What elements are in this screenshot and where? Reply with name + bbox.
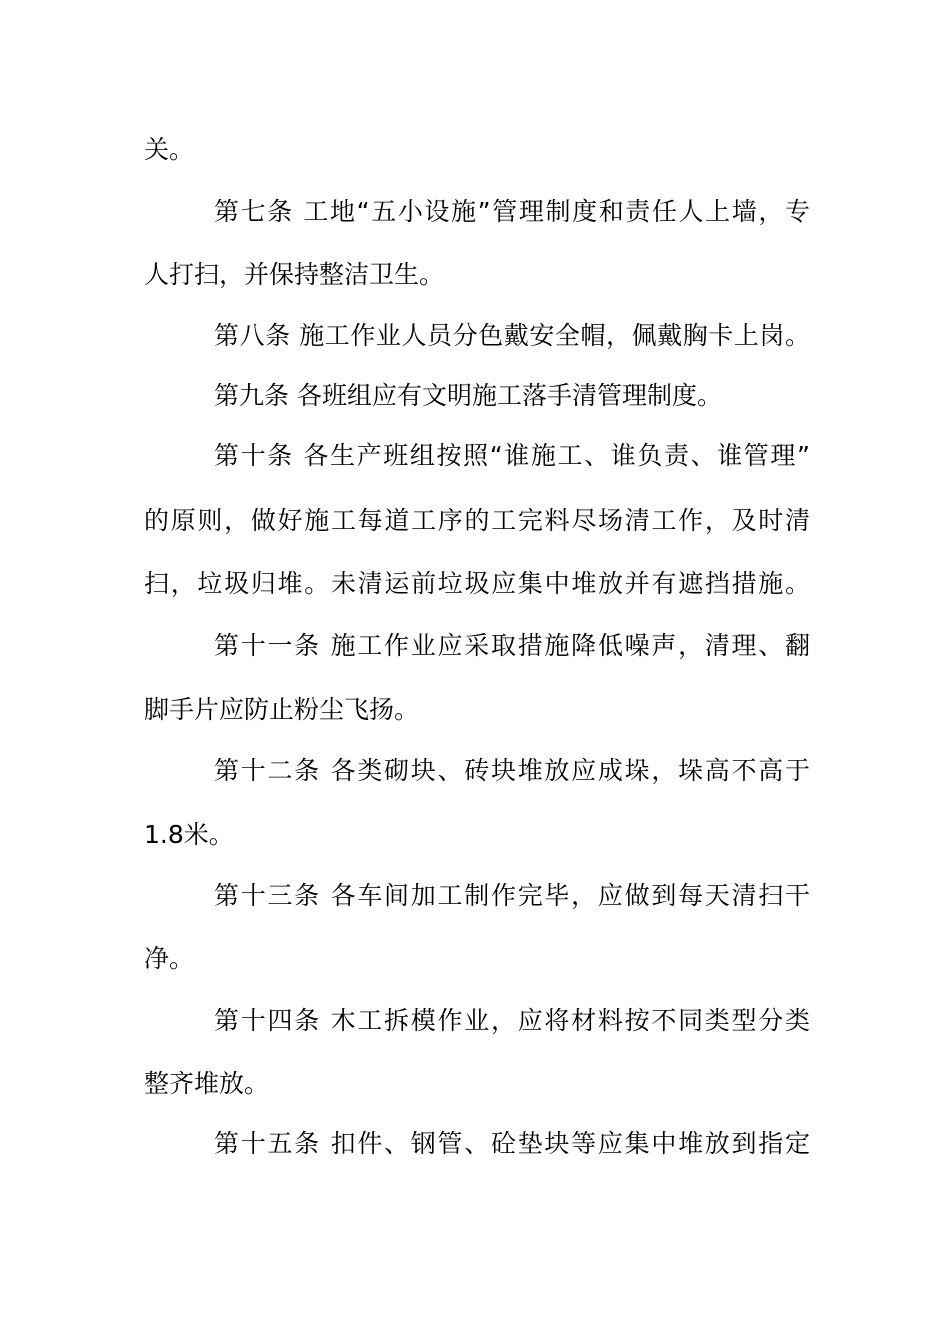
article-11-line-1: 第十一条 施工作业应采取措施降低噪声，清理、翻 (214, 631, 810, 660)
article-10-line-3: 扫，垃圾归堆。未清运前垃圾应集中堆放并有遮挡措施。 (144, 569, 810, 598)
article-14-line-2: 整齐堆放。 (144, 1069, 270, 1098)
article-11-line-2: 脚手片应防止粉尘飞扬。 (144, 695, 420, 724)
article-13-line-2: 净。 (144, 944, 195, 973)
article-12-line-2: 1.8米。 (144, 820, 234, 849)
article-10-line-2: 的原则，做好施工每道工序的工完料尽场清工作，及时清 (144, 506, 810, 535)
article-12-line-1: 第十二条 各类砌块、砖块堆放应成垛，垛高不高于 (214, 756, 810, 785)
article-8-line: 第八条 施工作业人员分色戴安全帽，佩戴胸卡上岗。 (214, 321, 810, 350)
article-15-line-1: 第十五条 扣件、钢管、砼垫块等应集中堆放到指定 (214, 1129, 810, 1158)
text-line: 关。 (144, 135, 195, 164)
article-14-line-1: 第十四条 木工拆模作业，应将材料按不同类型分类 (214, 1006, 810, 1035)
article-9-line: 第九条 各班组应有文明施工落手清管理制度。 (214, 381, 722, 410)
article-7-line-2: 人打扫，并保持整洁卫生。 (144, 260, 445, 289)
article-7-line-1: 第七条 工地“五小设施”管理制度和责任人上墙，专 (214, 197, 810, 226)
article-13-line-1: 第十三条 各车间加工制作完毕，应做到每天清扫干 (214, 881, 810, 910)
article-10-line-1: 第十条 各生产班组按照“谁施工、谁负责、谁管理” (214, 441, 810, 470)
